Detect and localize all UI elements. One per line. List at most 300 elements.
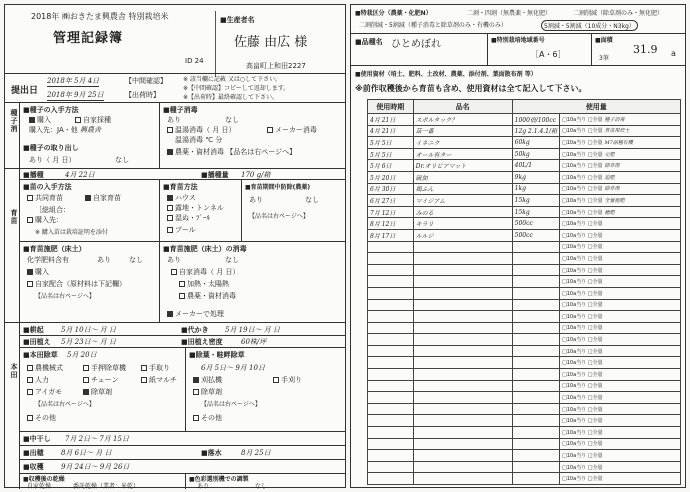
usage-unit-cell[interactable]	[560, 461, 681, 473]
usage-name-cell[interactable]: ルルジ	[413, 229, 512, 241]
checkbox[interactable]	[171, 269, 177, 275]
checkbox[interactable]	[27, 269, 33, 275]
usage-unit-cell[interactable]	[560, 357, 681, 369]
usage-date-cell[interactable]: 5月 5日	[368, 148, 414, 160]
table-row	[368, 148, 681, 160]
usage-unit-cell[interactable]	[560, 276, 681, 288]
usage-name-cell[interactable]: スポルタック？	[413, 114, 512, 126]
checkbox[interactable]	[27, 377, 33, 383]
transplant-label: ■田植え	[23, 338, 51, 346]
cert-opt-0[interactable]: 二割・四割（無農薬・無化肥）	[467, 10, 552, 17]
cert-opt-1[interactable]: 二割削減（除草剤のみ・無化肥）	[573, 10, 664, 17]
harvest-value: 9月 24日〜 9月 26日	[61, 463, 130, 471]
transplant-value: 5月 23日〜 月 日	[61, 338, 117, 346]
checkbox[interactable]	[83, 365, 89, 371]
usage-date-cell[interactable]	[368, 473, 414, 485]
kemuri-opt-3[interactable]: その他	[193, 413, 222, 423]
checkbox[interactable]	[29, 117, 35, 123]
nursery-pest-label: ■育苗期間中防除(農薬)	[245, 184, 311, 191]
usage-date-cell[interactable]: 8月 17日	[368, 229, 414, 241]
table-row	[368, 218, 681, 230]
unit-option-label: □10a当り □全量	[562, 313, 603, 320]
usage-name-cell[interactable]	[413, 369, 512, 381]
bed-disinfect-self[interactable]: 自家消毒（ 月 日）	[171, 267, 239, 277]
checkbox[interactable]	[167, 149, 173, 155]
checkbox[interactable]	[167, 127, 173, 133]
color-sort-label: ■色彩選別機での調製	[189, 476, 249, 483]
area-unit: a	[671, 49, 676, 58]
heading-label: ■出穂	[23, 449, 44, 457]
kemuri-opt-2[interactable]: 除草剤	[193, 387, 222, 397]
usage-name-cell[interactable]: イネニク	[413, 137, 512, 149]
usage-date-cell[interactable]	[368, 427, 414, 439]
usage-date-cell[interactable]: 8月 12日	[368, 218, 414, 230]
usage-name-cell[interactable]	[413, 299, 512, 311]
usage-name-cell[interactable]: マイジアム	[413, 195, 512, 207]
submit-date-1: 2018年 5月 4日	[47, 77, 100, 85]
usage-amount-cell[interactable]	[512, 287, 559, 299]
seed-opt-self[interactable]: 自家採種	[75, 115, 111, 125]
usage-name-cell[interactable]	[413, 380, 512, 392]
seed-retake-no[interactable]: なし	[115, 156, 129, 164]
col-header-date: 使用時期	[368, 100, 414, 114]
usage-name-cell[interactable]: オール有ター	[413, 148, 512, 160]
usage-unit-cell[interactable]	[560, 438, 681, 450]
unit-option-label: □10a当り □全量	[562, 209, 603, 216]
usage-unit-cell[interactable]	[560, 114, 681, 126]
usage-amount-cell[interactable]	[512, 461, 559, 473]
usage-date-cell[interactable]: 4月 21日	[368, 125, 414, 137]
table-row	[368, 183, 681, 195]
usage-unit-cell[interactable]	[560, 206, 681, 218]
submit-date-1-tag: 【中間確認】	[125, 77, 167, 85]
seed-disinfect-hot[interactable]: 温湯消毒（ 月 日）	[167, 125, 235, 135]
weed-opt-3[interactable]: 人力	[27, 375, 49, 385]
usage-amount-cell[interactable]: 15kg	[512, 195, 559, 207]
nursery-pest-no[interactable]: なし	[305, 196, 319, 204]
usage-date-cell[interactable]	[368, 403, 414, 415]
table-row	[368, 253, 681, 265]
checkbox[interactable]	[75, 117, 81, 123]
variety-value: ひとめぼれ	[391, 39, 441, 50]
table-row	[368, 229, 681, 241]
usage-date-cell[interactable]: 4月 21日	[368, 114, 414, 126]
usage-amount-cell[interactable]	[512, 264, 559, 276]
usage-amount-cell[interactable]: 40L/1	[512, 160, 559, 172]
table-row	[368, 322, 681, 334]
checkbox[interactable]	[193, 415, 199, 421]
checkbox[interactable]	[179, 281, 185, 287]
method-mat[interactable]: 湿ぬ・ﾌﾟｰﾙ	[167, 213, 210, 223]
seed-disinfect-no[interactable]: なし	[225, 116, 239, 124]
usage-name-cell[interactable]	[413, 311, 512, 323]
area-label: ■面積	[595, 37, 613, 44]
usage-unit-cell[interactable]	[560, 183, 681, 195]
usage-date-cell[interactable]	[368, 392, 414, 404]
usage-amount-cell[interactable]	[512, 322, 559, 334]
usage-unit-cell[interactable]	[560, 195, 681, 207]
checkbox[interactable]	[27, 217, 33, 223]
bed-disinfect-yes[interactable]: あり	[167, 256, 181, 264]
usage-amount-cell[interactable]	[512, 427, 559, 439]
midseason-value: 7月 2日〜 7月 15日	[65, 435, 129, 443]
usage-amount-cell[interactable]	[512, 276, 559, 288]
usage-date-cell[interactable]	[368, 241, 414, 253]
usage-date-cell[interactable]	[368, 253, 414, 265]
checkbox[interactable]	[167, 215, 173, 221]
checkbox[interactable]	[167, 311, 173, 317]
usage-name-cell[interactable]: Dr.オリビアマット	[413, 160, 512, 172]
usage-unit-cell[interactable]	[560, 125, 681, 137]
checkbox[interactable]	[193, 377, 199, 383]
usage-name-cell[interactable]	[413, 357, 512, 369]
usage-unit-cell[interactable]	[560, 403, 681, 415]
unit-option-label: □10a当り □全量	[562, 371, 603, 378]
usage-note: 全量施肥	[604, 197, 625, 204]
seedling-note: ※ 購入苗は栽培証明を添付	[35, 229, 108, 236]
seed-hot-temp: 温湯消毒 ℃ 分	[175, 136, 223, 144]
checkbox[interactable]	[193, 389, 199, 395]
bed-fert-ari[interactable]: あり	[97, 256, 111, 264]
drain-value: 8月 25日	[241, 449, 271, 457]
seed-opt-buy[interactable]: 購入	[29, 115, 51, 125]
table-row	[368, 369, 681, 381]
seed-retake-yes[interactable]: あり（ 月 日）	[29, 156, 76, 164]
bed-fert-chem: 化学肥料含有	[27, 256, 69, 264]
dry-opt-0[interactable]: 自家乾燥	[27, 483, 52, 490]
id-label: ID 24	[185, 57, 204, 65]
field-id-label: ■特別栽培地域番号	[491, 37, 545, 44]
usage-unit-cell[interactable]	[560, 137, 681, 149]
checkbox[interactable]	[267, 127, 273, 133]
unit-option-label: □10a当り □全量	[562, 325, 603, 332]
kemuri-opt-0[interactable]: 刈払機	[193, 375, 222, 385]
unit-option-label: □10a当り □全量	[562, 267, 603, 274]
usage-date-cell[interactable]: 7月 12日	[368, 206, 414, 218]
table-row	[368, 380, 681, 392]
usage-unit-cell[interactable]	[560, 473, 681, 485]
usage-name-cell[interactable]: みのる	[413, 206, 512, 218]
field-section-label: 本田	[10, 363, 18, 379]
kemuri-opt-1[interactable]: 手刈り	[273, 375, 302, 385]
table-row	[368, 114, 681, 126]
usage-amount-cell[interactable]: 1kg	[512, 183, 559, 195]
usage-amount-cell[interactable]	[512, 253, 559, 265]
bed-fert-buy[interactable]: 購入	[27, 267, 49, 277]
checkbox[interactable]	[27, 281, 33, 287]
checkbox[interactable]	[27, 365, 33, 371]
usage-name-cell[interactable]	[413, 287, 512, 299]
density-label: ■田植え密度	[181, 338, 223, 346]
seed-disinfect-maker[interactable]: メーカー消毒	[267, 125, 317, 135]
nursery-section	[5, 169, 345, 323]
right-page	[350, 4, 686, 488]
usage-unit-cell[interactable]	[560, 160, 681, 172]
unit-option-label: □10a当り □全量	[562, 139, 603, 146]
method-tunnel[interactable]: 露地・トンネル	[167, 203, 224, 213]
usage-date-cell[interactable]: 5月 6日	[368, 160, 414, 172]
producer-name: 佐藤 由広 様	[234, 35, 308, 50]
usage-amount-cell[interactable]: 9kg	[512, 171, 559, 183]
checkbox[interactable]	[83, 389, 89, 395]
color-sort-yes[interactable]: あり	[197, 483, 210, 490]
usage-unit-cell[interactable]	[560, 311, 681, 323]
usage-name-cell[interactable]	[413, 264, 512, 276]
table-row	[368, 392, 681, 404]
usage-unit-cell[interactable]	[560, 241, 681, 253]
usage-date-cell[interactable]: 6月 27日	[368, 195, 414, 207]
usage-name-cell[interactable]	[413, 427, 512, 439]
usage-date-cell[interactable]: 6月 30日	[368, 183, 414, 195]
unit-option-label: □10a当り □全量	[562, 337, 603, 344]
field-section	[5, 323, 345, 489]
usage-date-cell[interactable]	[368, 322, 414, 334]
producer-label: ■生産者名	[220, 16, 255, 24]
usage-date-cell[interactable]	[368, 311, 414, 323]
unit-option-label: □10a当り □全量	[562, 174, 603, 181]
table-row	[368, 276, 681, 288]
bed-fert-note: 【品名は右ページへ】	[35, 293, 95, 300]
usage-unit-cell[interactable]	[560, 218, 681, 230]
usage-name-cell[interactable]: 鶏ふん	[413, 183, 512, 195]
usage-amount-cell[interactable]	[512, 415, 559, 427]
usage-name-cell[interactable]	[413, 392, 512, 404]
bed-fert-self[interactable]: 自家配合（原材料は下記欄）	[27, 279, 126, 289]
usage-date-cell[interactable]	[368, 334, 414, 346]
table-row	[368, 311, 681, 323]
usage-name-cell[interactable]	[413, 241, 512, 253]
usage-amount-cell[interactable]	[512, 392, 559, 404]
dry-label: ■収穫後の乾燥	[23, 476, 65, 483]
usage-amount-cell[interactable]: 500cc	[512, 218, 559, 230]
checkbox[interactable]	[85, 195, 91, 201]
usage-amount-cell[interactable]: 60kg	[512, 137, 559, 149]
usage-note: 除草剤	[604, 163, 620, 170]
usage-note: 育苗用培土	[604, 128, 630, 135]
nursery-pest-yes[interactable]: あり	[249, 196, 263, 204]
usage-date-cell[interactable]	[368, 438, 414, 450]
submit-date-2: 2018年 9月 25日	[47, 91, 104, 99]
table-row	[368, 299, 681, 311]
form-title: 管理記録簿	[53, 31, 124, 46]
weed-label: ■本田除草	[23, 351, 58, 359]
checkbox[interactable]	[167, 195, 173, 201]
usage-amount-cell[interactable]	[512, 369, 559, 381]
unit-option-label: □10a当り □全量	[562, 255, 603, 262]
usage-amount-cell[interactable]: 15kg	[512, 206, 559, 218]
usage-name-cell[interactable]: 苗一番	[413, 125, 512, 137]
weed-opt-1[interactable]: 手押除草機	[83, 363, 126, 373]
shiro-label: ■代かき	[181, 326, 209, 334]
usage-amount-cell[interactable]	[512, 345, 559, 357]
seed-section-label: 種子消	[10, 109, 18, 133]
drain-label: ■落水	[201, 449, 222, 457]
usage-name-cell[interactable]	[413, 403, 512, 415]
checkbox[interactable]	[27, 389, 33, 395]
table-row	[368, 195, 681, 207]
checkbox[interactable]	[167, 205, 173, 211]
heading-value: 8月 6日〜 月 日	[61, 449, 112, 457]
weed-opt-5[interactable]: 紙マルチ	[141, 375, 177, 385]
usage-name-cell[interactable]	[413, 345, 512, 357]
seed-retake-label: ■種子の取り出し	[23, 144, 79, 152]
weed-opt-7[interactable]: 除草剤	[83, 387, 112, 397]
col-header-amount: 使用量	[512, 100, 680, 114]
unit-option-label: □10a当り □全量	[562, 406, 603, 413]
usage-name-cell[interactable]: 硫加	[413, 171, 512, 183]
usage-amount-cell[interactable]: 1000倍/100cc	[512, 114, 559, 126]
bed-disinfect-maker[interactable]: メーカーで処理	[167, 309, 224, 319]
materials-label: ■使用資材（培土、肥料、土改材、農薬、添付剤、葉面散布剤 等）	[355, 71, 537, 78]
cert-opt-2[interactable]: 二割削減・5割減（種子消毒と除草剤のみ・有機のみ）	[359, 22, 507, 29]
usage-name-cell[interactable]	[413, 415, 512, 427]
kemuri-value: 6月 5日〜 9月 10日	[201, 364, 265, 372]
variety-label: ■品種名	[355, 38, 383, 46]
unit-option-label: □10a当り □全量	[562, 221, 603, 228]
unit-option-label: □10a当り □全量	[562, 453, 603, 460]
usage-unit-cell[interactable]	[560, 427, 681, 439]
usage-date-cell[interactable]	[368, 287, 414, 299]
usage-name-cell[interactable]: キラリ	[413, 218, 512, 230]
sow-rate-label: ■播種量	[201, 171, 229, 179]
bed-fert-nashi[interactable]: なし	[129, 256, 143, 264]
seed-disinfect-yes[interactable]: あり	[167, 116, 181, 124]
usage-amount-cell[interactable]	[512, 403, 559, 415]
usage-amount-cell[interactable]: 50kg	[512, 148, 559, 160]
usage-unit-cell[interactable]	[560, 380, 681, 392]
usage-amount-cell[interactable]	[512, 334, 559, 346]
usage-unit-cell[interactable]	[560, 322, 681, 334]
table-row	[368, 345, 681, 357]
materials-note: ※前作収穫後から育苗も含め、使用資材は全て記入して下さい。	[355, 84, 587, 93]
usage-unit-cell[interactable]	[560, 148, 681, 160]
usage-name-cell[interactable]	[413, 450, 512, 462]
usage-amount-cell[interactable]	[512, 357, 559, 369]
col-header-name: 品名	[413, 100, 512, 114]
checkbox[interactable]	[27, 195, 33, 201]
unit-option-label: □10a当り □全量	[562, 279, 603, 286]
usage-amount-cell[interactable]: 500cc	[512, 229, 559, 241]
unit-option-label: □10a当り □全量	[562, 302, 603, 309]
usage-amount-cell[interactable]	[512, 241, 559, 253]
usage-date-cell[interactable]: 5月 5日	[368, 137, 414, 149]
unit-option-label: □10a当り □全量	[562, 290, 603, 297]
table-row	[368, 461, 681, 473]
usage-name-cell[interactable]	[413, 461, 512, 473]
usage-amount-cell[interactable]	[512, 380, 559, 392]
table-row	[368, 473, 681, 485]
unit-option-label: □10a当り □全量	[562, 244, 603, 251]
method-house[interactable]: ハウス	[167, 193, 196, 203]
checkbox[interactable]	[273, 377, 279, 383]
nursery-section-label: 育苗	[10, 209, 18, 225]
bed-disinfect-heat[interactable]: 加熱・太陽熱	[179, 279, 229, 289]
method-pool[interactable]: プール	[167, 225, 196, 235]
usage-name-cell[interactable]	[413, 253, 512, 265]
checkbox[interactable]	[141, 377, 147, 383]
midseason-label: ■中干し	[23, 435, 51, 443]
seedling-buy[interactable]: 購入先：	[27, 215, 63, 225]
weed-opt-0[interactable]: 農機械式	[27, 363, 63, 373]
weed-opt-2[interactable]: 手取り	[141, 363, 170, 373]
checkbox[interactable]	[179, 293, 185, 299]
usage-name-cell[interactable]	[413, 334, 512, 346]
table-row	[368, 415, 681, 427]
usage-amount-cell[interactable]: 12g 2.1.4.1/箱	[512, 125, 559, 137]
usage-date-cell[interactable]	[368, 369, 414, 381]
usage-unit-cell[interactable]	[560, 345, 681, 357]
usage-amount-cell[interactable]	[512, 299, 559, 311]
usage-date-cell[interactable]	[368, 276, 414, 288]
usage-unit-cell[interactable]	[560, 253, 681, 265]
usage-unit-cell[interactable]	[560, 369, 681, 381]
usage-unit-cell[interactable]	[560, 171, 681, 183]
usage-unit-cell[interactable]	[560, 264, 681, 276]
checkbox[interactable]	[167, 227, 173, 233]
unit-option-label: □10a当り □全量	[562, 441, 603, 448]
table-row	[368, 264, 681, 276]
checkbox[interactable]	[27, 415, 33, 421]
weed-opt-8[interactable]: その他	[27, 413, 56, 423]
usage-unit-cell[interactable]	[560, 287, 681, 299]
bed-disinfect-chem[interactable]: 農薬・資材消毒	[179, 291, 236, 301]
usage-amount-cell[interactable]	[512, 473, 559, 485]
seedling-opt-coop[interactable]: 共同育苗	[27, 193, 63, 203]
usage-date-cell[interactable]	[368, 380, 414, 392]
usage-unit-cell[interactable]	[560, 229, 681, 241]
usage-note: 除草剤	[604, 186, 620, 193]
usage-name-cell[interactable]	[413, 322, 512, 334]
usage-unit-cell[interactable]	[560, 415, 681, 427]
usage-date-cell[interactable]: 5月 20日	[368, 171, 414, 183]
weed-opt-6[interactable]: アイガモ	[27, 387, 62, 397]
usage-amount-cell[interactable]	[512, 450, 559, 462]
usage-name-cell[interactable]	[413, 473, 512, 485]
usage-unit-cell[interactable]	[560, 334, 681, 346]
usage-unit-cell[interactable]	[560, 450, 681, 462]
usage-note: 種子消毒	[604, 116, 625, 123]
bed-disinfect-no[interactable]: なし	[225, 256, 239, 264]
usage-date-cell[interactable]	[368, 461, 414, 473]
weed-opt-4[interactable]: チェーン	[83, 375, 119, 385]
usage-date-cell[interactable]	[368, 357, 414, 369]
color-sort-no[interactable]: なし	[255, 483, 268, 490]
unit-option-label: □10a当り □全量	[562, 418, 603, 425]
sow-label: ■播種	[23, 171, 44, 179]
usage-unit-cell[interactable]	[560, 299, 681, 311]
usage-amount-cell[interactable]	[512, 311, 559, 323]
usage-date-cell[interactable]	[368, 450, 414, 462]
seed-company: 購入先：JA・他 興農舎	[29, 126, 101, 134]
usage-unit-cell[interactable]	[560, 392, 681, 404]
usage-amount-cell[interactable]	[512, 438, 559, 450]
area-value: 31.9	[633, 43, 658, 56]
usage-note: 追肥	[604, 174, 615, 181]
cert-opt-3[interactable]: 5割減・5割減（10成分・N3kg）	[541, 20, 638, 31]
seedling-opt-self[interactable]: 自家育苗	[85, 193, 121, 203]
usage-name-cell[interactable]	[413, 276, 512, 288]
usage-date-cell[interactable]	[368, 299, 414, 311]
dry-opt-1[interactable]: 委託乾燥（業者：米乾）	[73, 483, 140, 490]
usage-name-cell[interactable]	[413, 438, 512, 450]
checkbox[interactable]	[141, 365, 147, 371]
usage-date-cell[interactable]	[368, 345, 414, 357]
checkbox[interactable]	[83, 377, 89, 383]
usage-date-cell[interactable]	[368, 415, 414, 427]
table-row	[368, 334, 681, 346]
usage-date-cell[interactable]	[368, 264, 414, 276]
seed-pesticide[interactable]: 農薬・資材消毒 【品名は右ページへ】	[167, 147, 296, 157]
